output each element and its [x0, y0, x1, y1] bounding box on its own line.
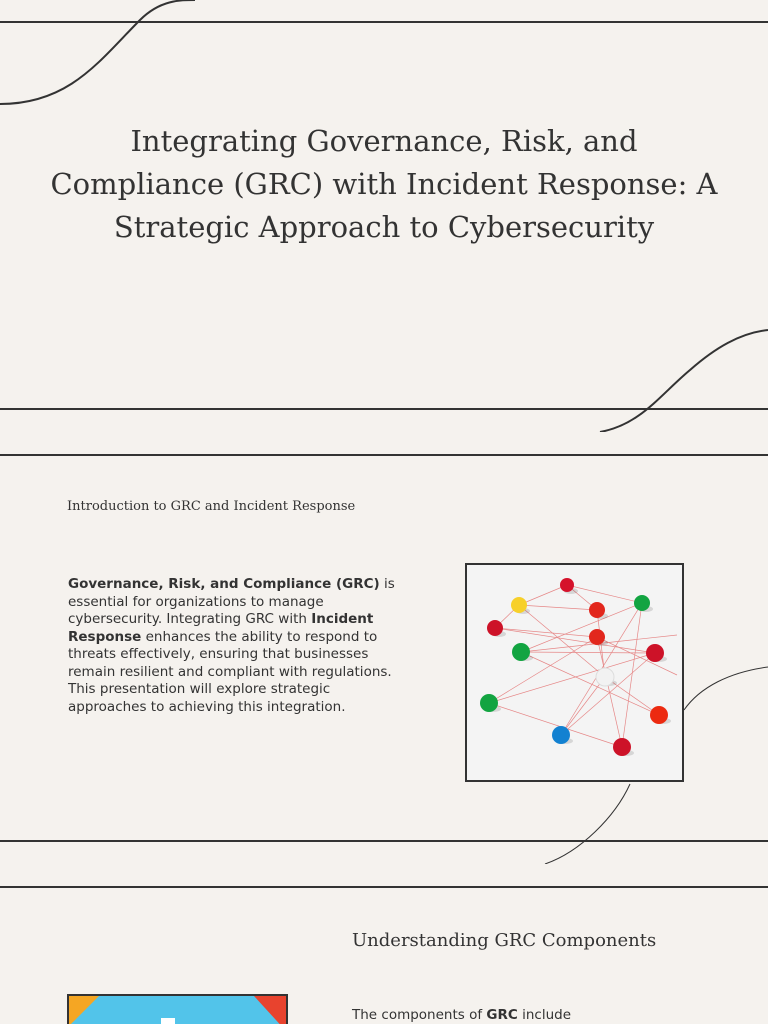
bottom-curve	[545, 784, 630, 864]
right-curve	[684, 667, 768, 710]
slide-title: Integrating Governance, Risk, and Compliance (GRC) with Incident Response: A Strategic Approach to Cybersecurity	[50, 124, 718, 244]
decorative-curves	[0, 432, 768, 864]
intro-slide	[0, 432, 768, 864]
bottom-right-curve	[600, 330, 768, 432]
section-heading: Understanding GRC Components	[352, 930, 657, 951]
top-left-curve	[0, 0, 195, 104]
title-slide	[0, 0, 768, 432]
grc-components-slide	[0, 864, 768, 1024]
components-paragraph	[352, 1007, 732, 1024]
intro-text-part-2: enhances the ability to respond to threats effectively, ensuring that businesses remain resilient and compliant with regulations. This presentation will explore strategic approaches to achieving this integration.	[68, 628, 392, 715]
grc-term: GRC	[486, 1007, 518, 1023]
incident-response-term: Incident Response	[68, 611, 374, 645]
intro-text-part-1: is essential for organizations to manage cybersecurity. Integrating GRC with	[68, 576, 395, 627]
components-text-part-2: include	[517, 1007, 571, 1023]
section-heading: Introduction to GRC and Incident Response	[67, 499, 356, 514]
top-divider-line	[0, 886, 768, 888]
grc-term: Governance, Risk, and Compliance (GRC)	[68, 576, 380, 592]
abstract-graphic-icon	[69, 996, 286, 1024]
components-text-part-1: The components of	[352, 1007, 487, 1023]
abstract-graphic-image	[67, 994, 288, 1024]
